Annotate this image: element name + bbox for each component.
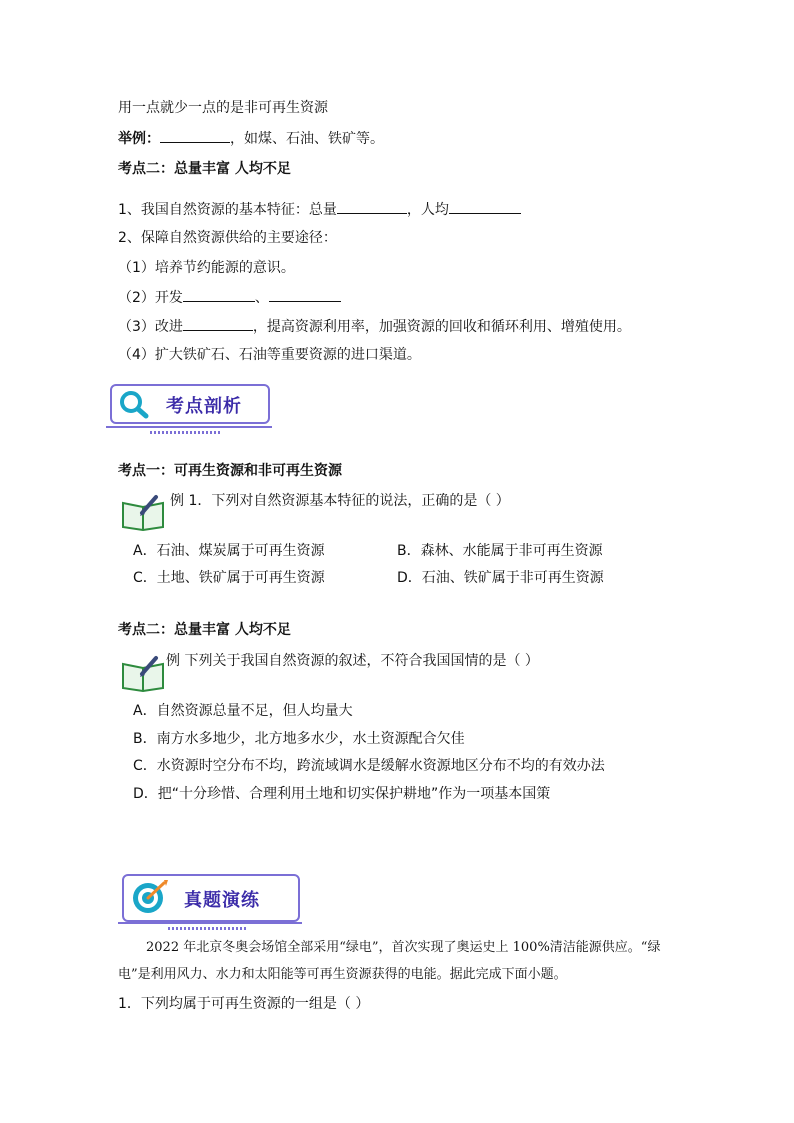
option-a[interactable]: A．石油、煤炭属于可再生资源	[133, 543, 325, 559]
section-banner-analysis	[106, 380, 272, 436]
option-b[interactable]: B．森林、水能属于非可再生资源	[397, 543, 603, 559]
item-1	[118, 199, 521, 220]
fill-blank[interactable]	[160, 128, 230, 143]
banner-dots	[168, 927, 248, 930]
option-b[interactable]: B．南方水多地少，北方地多水少，水土资源配合欠佳	[133, 731, 465, 747]
question-example-1: 例 1．下列对自然资源基本特征的说法，正确的是（ ）	[170, 493, 510, 509]
book-pencil-icon	[120, 493, 166, 531]
option-c[interactable]: C．水资源时空分布不均，跨流域调水是缓解水资源地区分布不均的有效办法	[133, 758, 605, 774]
example-tail: ，如煤、石油、铁矿等。	[230, 131, 384, 147]
sub-item-1: （1）培养节约能源的意识。	[118, 260, 295, 276]
practice-question-1: 1．下列均属于可再生资源的一组是（ ）	[118, 996, 370, 1012]
text-line-nonrenewable: 用一点就少一点的是非可再生资源	[118, 100, 328, 116]
analysis-heading-1: 考点一：可再生资源和非可再生资源	[118, 463, 342, 479]
magnifier-icon	[118, 389, 152, 419]
fill-blank[interactable]	[269, 287, 341, 302]
sub-item-2-text-b: 、	[254, 290, 269, 306]
example-label: 举例：	[118, 131, 160, 147]
fill-blank[interactable]	[183, 287, 255, 302]
item-1-text-a: 1、我国自然资源的基本特征：总量	[118, 202, 337, 218]
option-a[interactable]: A．自然资源总量不足，但人均量大	[133, 703, 353, 719]
banner-dots	[150, 431, 220, 434]
option-d[interactable]: D．把“十分珍惜、合理利用土地和切实保护耕地”作为一项基本国策	[133, 786, 551, 802]
sub-item-4: （4）扩大铁矿石、石油等重要资源的进口渠道。	[118, 347, 421, 363]
question-example-2: 例 下列关于我国自然资源的叙述，不符合我国国情的是（ ）	[166, 653, 539, 669]
sub-item-3-text-b: ，提高资源利用率，加强资源的回收和循环利用、增殖使用。	[252, 319, 631, 335]
sub-item-3-text-a: （3）改进	[118, 319, 183, 335]
fill-blank[interactable]	[449, 199, 521, 214]
fill-blank[interactable]	[183, 316, 253, 331]
banner-title: 真题演练	[184, 890, 260, 911]
banner-title: 考点剖析	[166, 396, 242, 417]
section-banner-practice	[118, 872, 302, 932]
fill-blank[interactable]	[337, 199, 407, 214]
sub-item-2	[118, 287, 341, 308]
target-icon	[130, 878, 170, 916]
example-line	[118, 128, 384, 149]
book-pencil-icon	[120, 654, 166, 692]
item-2: 2、保障自然资源供给的主要途径：	[118, 230, 337, 246]
option-d[interactable]: D．石油、铁矿属于非可再生资源	[397, 570, 604, 586]
section-heading-2: 考点二：总量丰富 人均不足	[118, 161, 291, 177]
sub-item-3	[118, 316, 631, 337]
analysis-heading-2: 考点二：总量丰富 人均不足	[118, 622, 291, 638]
banner-underline	[106, 426, 272, 428]
item-1-text-b: ，人均	[406, 202, 449, 218]
practice-paragraph-line-1: 2022 年北京冬奥会场馆全部采用“绿电”，首次实现了奥运史上 100%清洁能源供应。“绿	[146, 940, 661, 955]
practice-paragraph-line-2: 电”是利用风力、水力和太阳能等可再生资源获得的电能。据此完成下面小题。	[118, 967, 567, 982]
banner-underline	[118, 922, 302, 924]
sub-item-2-text-a: （2）开发	[118, 290, 183, 306]
option-c[interactable]: C．土地、铁矿属于可再生资源	[133, 570, 325, 586]
